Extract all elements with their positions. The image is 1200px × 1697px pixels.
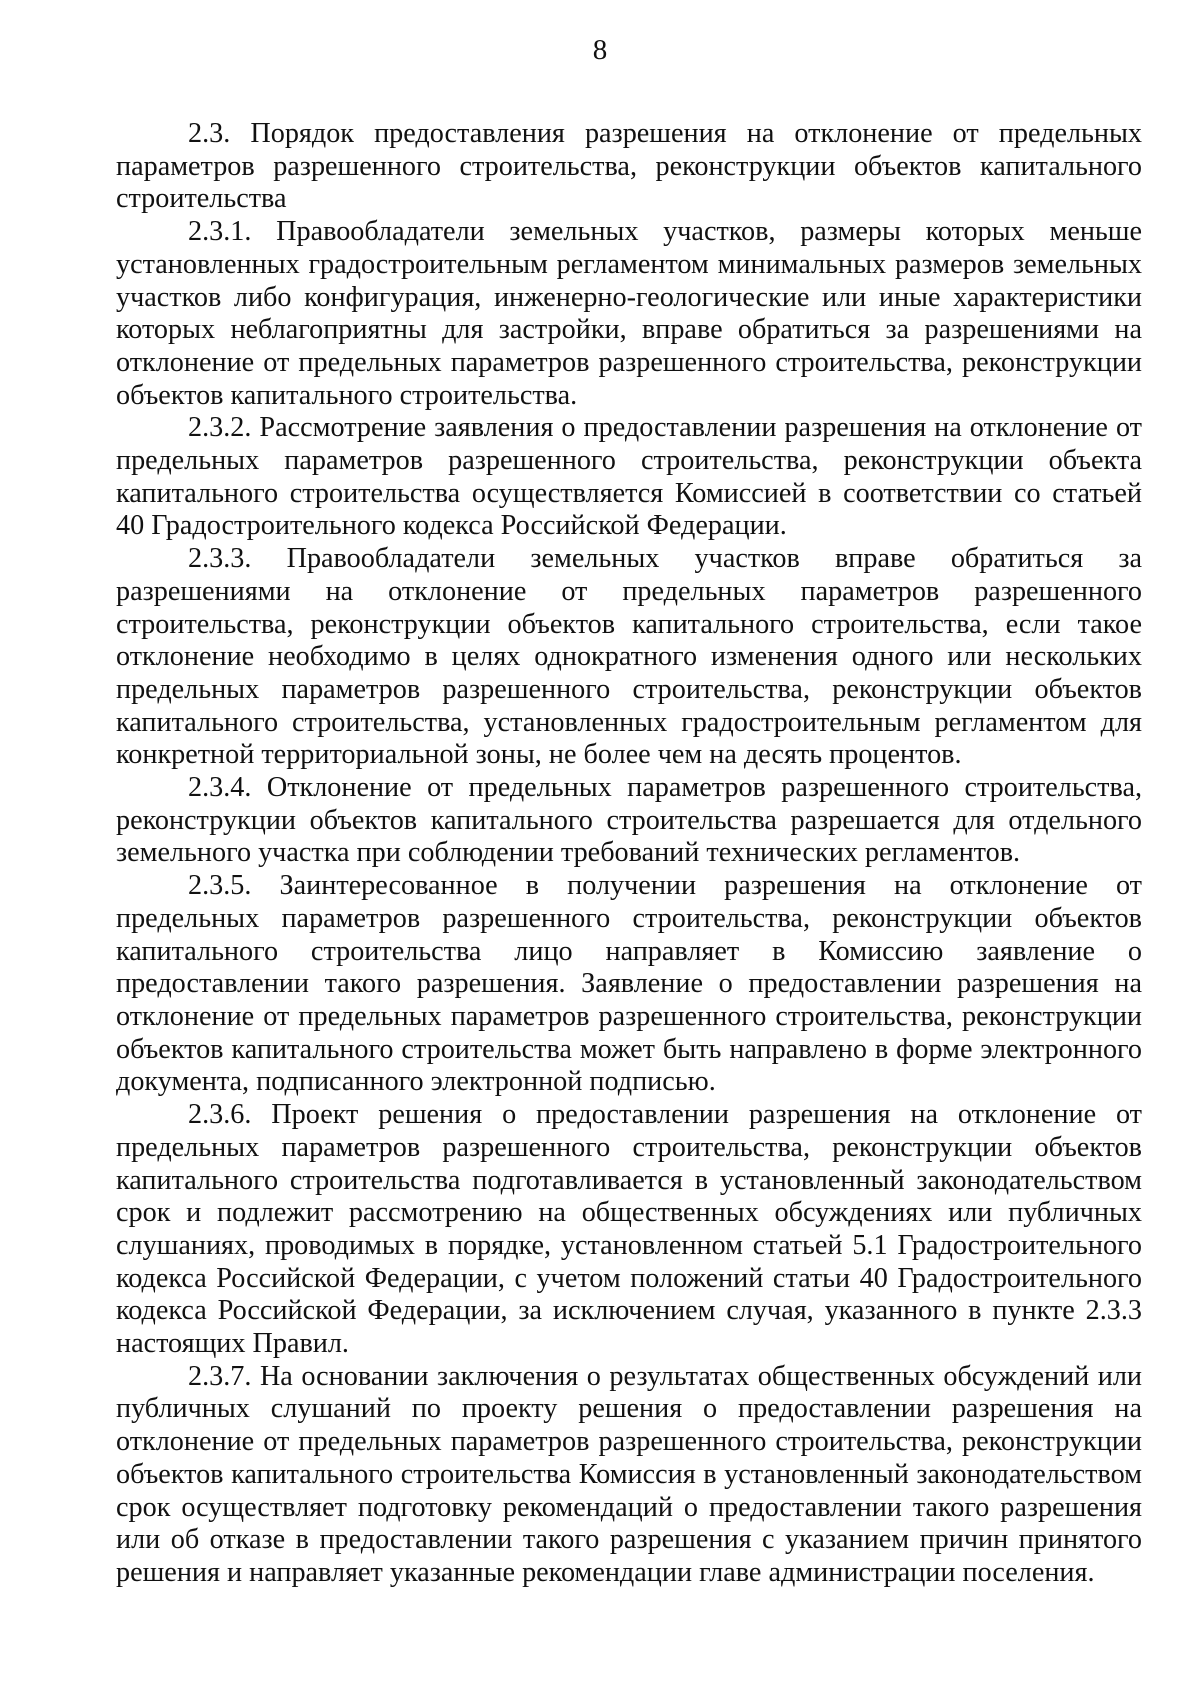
clause-2-3-7: 2.3.7. На основании заключения о результатах общественных обсуждений или публичных слушаний по проекту решения о предоставлении разрешения на отклонение от предельных параметров разрешенного строительства, реконструкции объектов капитального строительства Комиссия в установленный законодательством срок осуществляет подготовку рекомендаций о предоставлении такого разрешения или об отказе в предоставлении такого разрешения с указанием причин принятого решения и направляет указанные рекомендации главе администрации поселения. (116, 1360, 1142, 1588)
clause-2-3-4: 2.3.4. Отклонение от предельных параметров разрешенного строительства, реконструкции объектов капитального строительства разрешается для отдельного земельного участка при соблюдении требований технических регламентов. (116, 772, 1142, 869)
clause-2-3-2: 2.3.2. Рассмотрение заявления о предоставлении разрешения на отклонение от предельных параметров разрешенного строительства, реконструкции объекта капитального строительства осуществляется Комиссией в соответствии со статьей 40 Градостроительного кодекса Российской Федерации. (116, 412, 1142, 542)
section-heading-2-3: 2.3. Порядок предоставления разрешения на отклонение от предельных параметров разрешенного строительства, реконструкции объектов капитального строительства (116, 118, 1142, 215)
clause-2-3-3: 2.3.3. Правообладатели земельных участков вправе обратиться за разрешениями на отклонение от предельных параметров разрешенного строительства, реконструкции объектов капитального строительства, если такое отклонение необходимо в целях однократного изменения одного или нескольких предельных параметров разрешенного строительства, реконструкции объектов капитального строительства, установленных градостроительным регламентом для конкретной территориальной зоны, не более чем на десять процентов. (116, 543, 1142, 771)
clause-2-3-6: 2.3.6. Проект решения о предоставлении разрешения на отклонение от предельных параметров разрешенного строительства, реконструкции объектов капитального строительства подготавливается в установленный законодательством срок и подлежит рассмотрению на общественных обсуждениях или публичных слушаниях, проводимых в порядке, установленном статьей 5.1 Градостроительного кодекса Российской Федерации, с учетом положений статьи 40 Градостроительного кодекса Российской Федерации, за исключением случая, указанного в пункте 2.3.3 настоящих Правил. (116, 1099, 1142, 1360)
document-body (116, 118, 1142, 1590)
clause-2-3-5: 2.3.5. Заинтересованное в получении разрешения на отклонение от предельных параметров разрешенного строительства, реконструкции объектов капитального строительства лицо направляет в Комиссию заявление о предоставлении такого разрешения. Заявление о предоставлении разрешения на отклонение от предельных параметров разрешенного строительства, реконструкции объектов капитального строительства может быть направлено в форме электронного документа, подписанного электронной подписью. (116, 870, 1142, 1098)
clause-2-3-1: 2.3.1. Правообладатели земельных участков, размеры которых меньше установленных градостроительным регламентом минимальных размеров земельных участков либо конфигурация, инженерно-геологические или иные характеристики которых неблагоприятны для застройки, вправе обратиться за разрешениями на отклонение от предельных параметров разрешенного строительства, реконструкции объектов капитального строительства. (116, 216, 1142, 411)
page-number: 8 (592, 34, 608, 66)
